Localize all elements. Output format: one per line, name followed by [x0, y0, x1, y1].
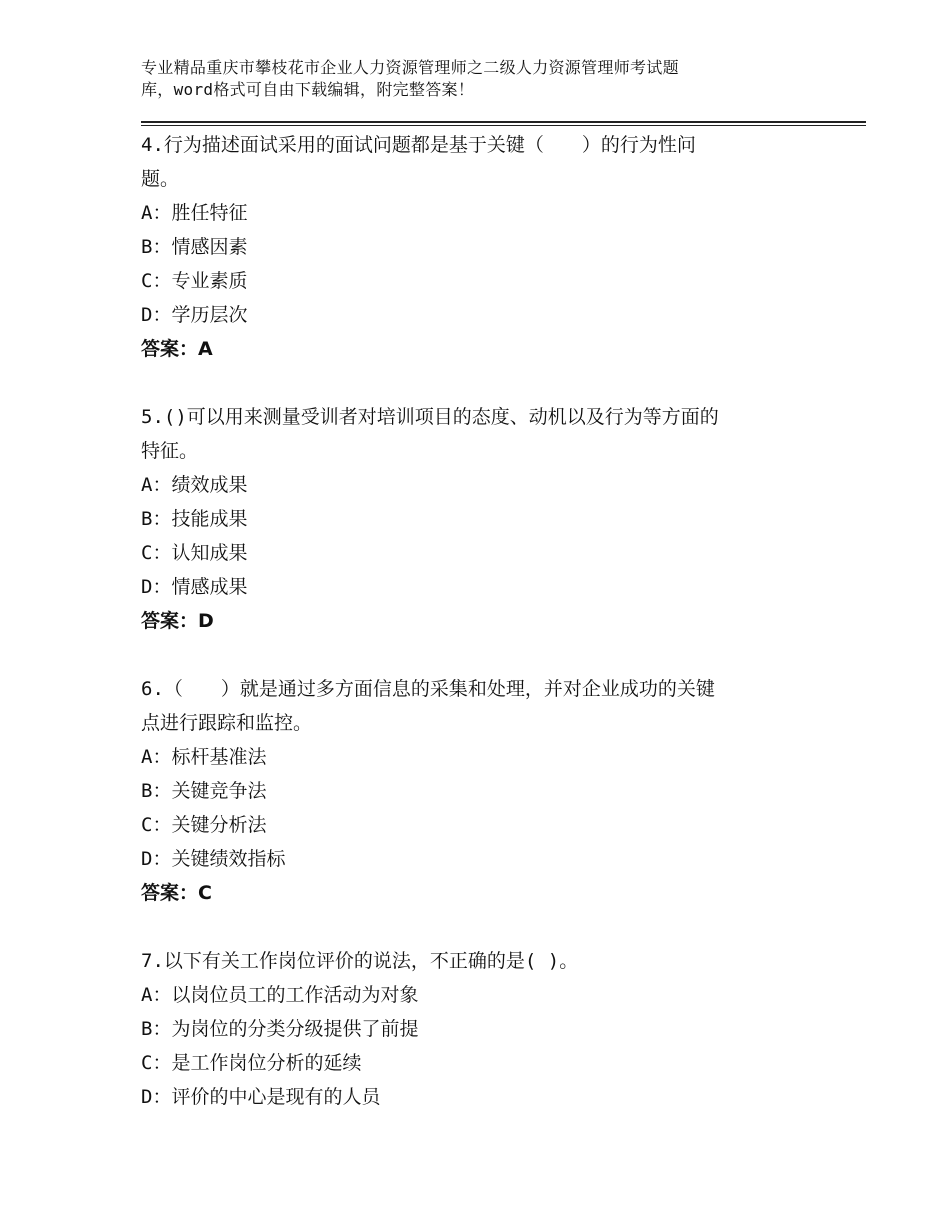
option-b: B：技能成果	[141, 508, 248, 530]
option-b: B：为岗位的分类分级提供了前提	[141, 1018, 419, 1040]
answer-label: 答案：D	[141, 610, 214, 632]
option-d: D：关键绩效指标	[141, 848, 286, 870]
question-text: 7.以下有关工作岗位评价的说法，不正确的是( )。	[141, 950, 579, 972]
question-7	[141, 944, 821, 1114]
question-text: 6.（ ）就是通过多方面信息的采集和处理，并对企业成功的关键	[141, 678, 715, 700]
question-text: 点进行跟踪和监控。	[141, 712, 313, 734]
option-c: C：关键分析法	[141, 814, 267, 836]
question-text: 题。	[141, 168, 180, 190]
question-spacer	[141, 366, 821, 400]
option-a: A：胜任特征	[141, 202, 248, 224]
question-text: 特征。	[141, 440, 199, 462]
answer-label: 答案：C	[141, 882, 212, 904]
question-text: 4.行为描述面试采用的面试问题都是基于关键（ ）的行为性问	[141, 134, 696, 156]
question-spacer	[141, 910, 821, 944]
header-rule-thick	[141, 121, 866, 123]
question-5	[141, 400, 821, 638]
question-text: 5.()可以用来测量受训者对培训项目的态度、动机以及行为等方面的	[141, 406, 719, 428]
option-d: D：情感成果	[141, 576, 248, 598]
option-d: D：评价的中心是现有的人员	[141, 1086, 381, 1108]
question-spacer	[141, 638, 821, 672]
option-c: C：是工作岗位分析的延续	[141, 1052, 362, 1074]
document-header	[141, 57, 801, 101]
question-list	[141, 128, 821, 1114]
question-6	[141, 672, 821, 910]
option-a: A：以岗位员工的工作活动为对象	[141, 984, 419, 1006]
header-line-2: 库，word格式可自由下载编辑，附完整答案！	[141, 80, 475, 99]
option-d: D：学历层次	[141, 304, 248, 326]
option-a: A：绩效成果	[141, 474, 248, 496]
header-rule-thin	[141, 125, 866, 126]
option-c: C：认知成果	[141, 542, 248, 564]
question-4	[141, 128, 821, 366]
answer-label: 答案：A	[141, 338, 213, 360]
option-b: B：情感因素	[141, 236, 248, 258]
option-c: C：专业素质	[141, 270, 248, 292]
header-line-1: 专业精品重庆市攀枝花市企业人力资源管理师之二级人力资源管理师考试题	[141, 58, 679, 77]
option-a: A：标杆基准法	[141, 746, 267, 768]
option-b: B：关键竞争法	[141, 780, 267, 802]
